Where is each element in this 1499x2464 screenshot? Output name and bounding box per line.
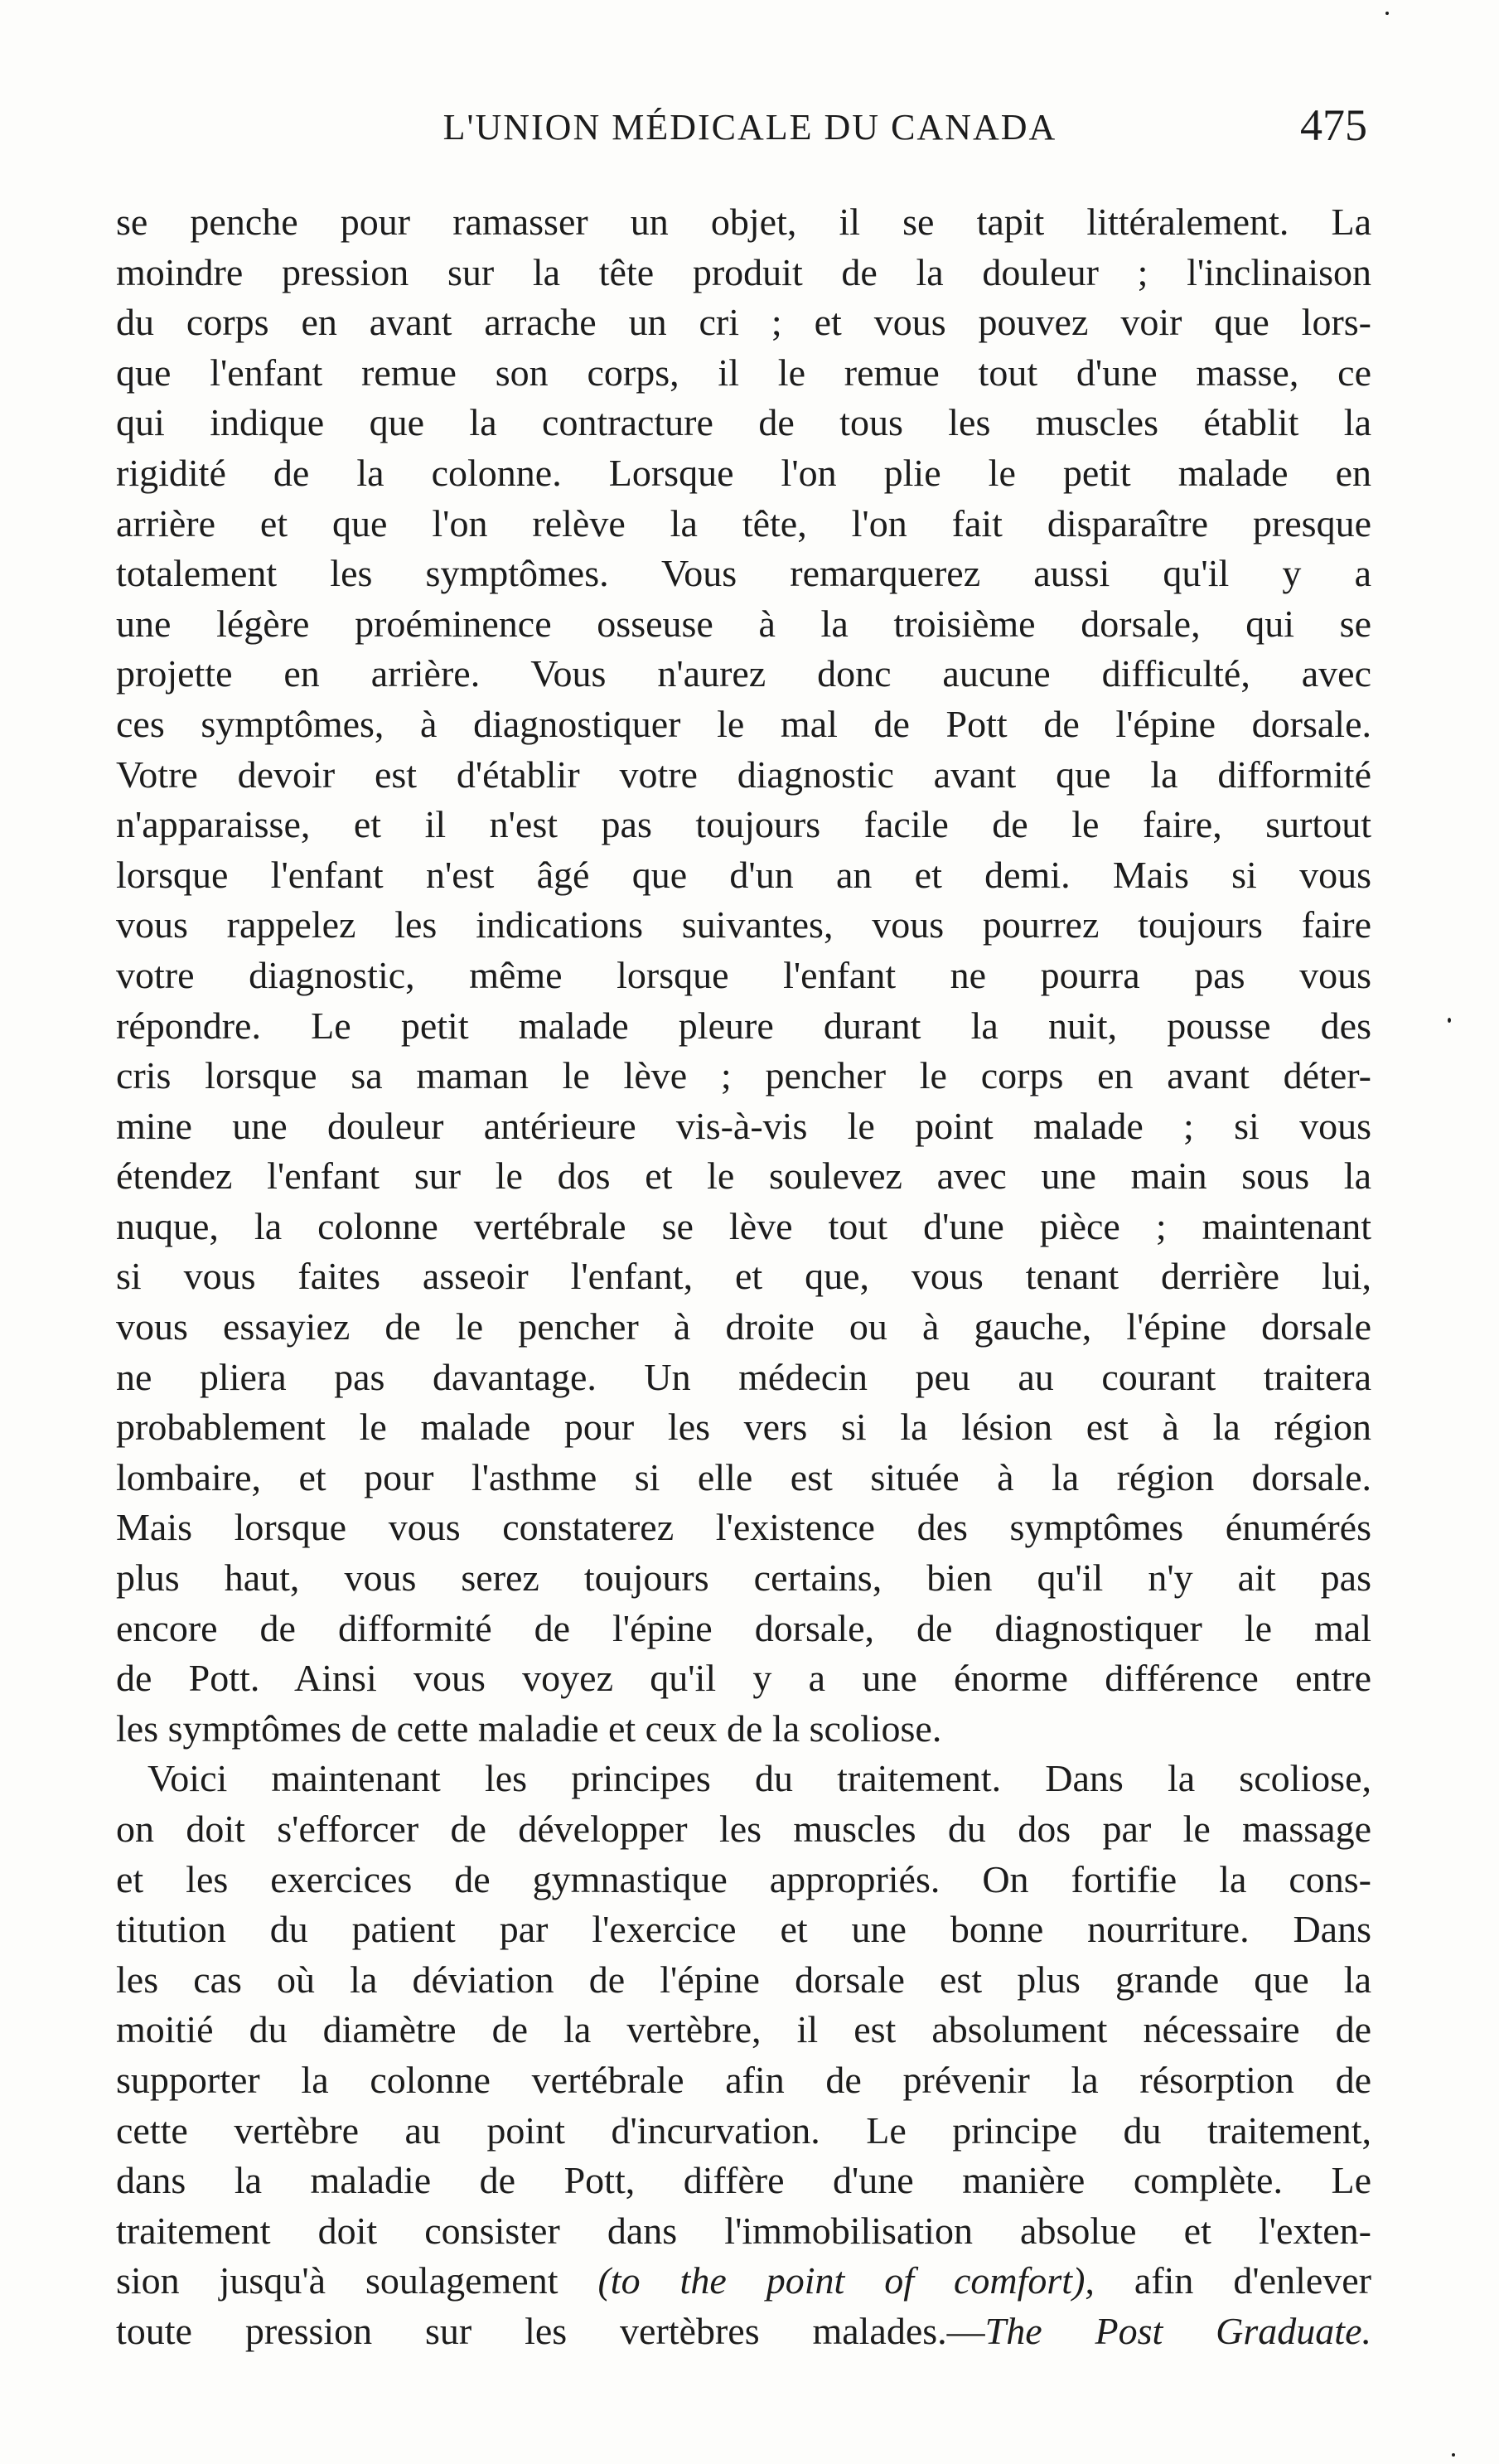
text-line: lombaire, et pour l'asthme si elle est située à la région dorsale. xyxy=(116,1455,1371,1498)
text-line: rigidité de la colonne. Lorsque l'on plie le petit malade en xyxy=(116,451,1371,494)
italic-phrase-line xyxy=(116,2256,1371,2307)
text-line: et les exercices de gymnastique appropriés. On fortifie la cons- xyxy=(116,1857,1371,1900)
closing-text: toute pression sur les vertèbres malades.— xyxy=(116,2309,985,2352)
text-line: votre diagnostic, même lorsque l'enfant ne pourra pas vous xyxy=(116,953,1371,996)
ink-speck xyxy=(1452,2453,1455,2457)
text-line: de Pott. Ainsi vous voyez qu'il y a une énorme différence entre xyxy=(116,1657,1371,1700)
text-line: une légère proéminence osseuse à la troisième dorsale, qui se xyxy=(116,602,1371,645)
text-line: encore de difformité de l'épine dorsale, de diagnostiquer le mal xyxy=(116,1606,1371,1649)
text-line: probablement le malade pour les vers si la lésion est à la région xyxy=(116,1406,1371,1449)
text-line: nuque, la colonne vertébrale se lève tout d'une pièce ; maintenant xyxy=(116,1204,1371,1247)
text-line: répondre. Le petit malade pleure durant la nuit, pousse des xyxy=(116,1004,1371,1047)
text-line: Votre devoir est d'établir votre diagnostic avant que la difformité xyxy=(116,753,1371,796)
ink-speck xyxy=(1385,12,1389,15)
text-line: lorsque l'enfant n'est âgé que d'un an et demi. Mais si vous xyxy=(116,853,1371,896)
paragraph-start-line: Voici maintenant les principes du traitement. Dans la scoliose, xyxy=(147,1757,1371,1800)
text-line: traitement doit consister dans l'immobilisation absolue et l'exten- xyxy=(116,2209,1371,2252)
source-citation: The Post Graduate. xyxy=(984,2309,1371,2352)
text-line: du corps en avant arrache un cri ; et vous pouvez voir que lors- xyxy=(116,301,1371,344)
ink-speck xyxy=(1448,1018,1451,1023)
text-line: ne pliera pas davantage. Un médecin peu au courant traitera xyxy=(116,1355,1371,1398)
page-number: 475 xyxy=(1300,100,1367,150)
closing-line xyxy=(116,2307,1371,2357)
text-line: qui indique que la contracture de tous les muscles établit la xyxy=(116,401,1371,444)
line-start: sion jusqu'à soulagement xyxy=(116,2259,598,2302)
text-line: étendez l'enfant sur le dos et le soulevez avec une main sous la xyxy=(116,1155,1371,1198)
running-title: L'UNION MÉDICALE DU CANADA xyxy=(442,107,1057,148)
text-line: arrière et que l'on relève la tête, l'on fait disparaître presque xyxy=(116,501,1371,545)
text-line: Mais lorsque vous constaterez l'existence des symptômes énumérés xyxy=(116,1506,1371,1549)
text-line: supporter la colonne vertébrale afin de prévenir la résorption de xyxy=(116,2058,1371,2101)
text-line: mine une douleur antérieure vis-à-vis le point malade ; si vous xyxy=(116,1104,1371,1147)
text-line: n'apparaisse, et il n'est pas toujours facile de le faire, surtout xyxy=(116,803,1371,846)
text-line: cris lorsque sa maman le lève ; pencher le corps en avant déter- xyxy=(116,1054,1371,1097)
text-line: vous rappelez les indications suivantes, vous pourrez toujours faire xyxy=(116,903,1371,946)
text-line: dans la maladie de Pott, diffère d'une manière complète. Le xyxy=(116,2159,1371,2202)
text-line: plus haut, vous serez toujours certains, bien qu'il n'y ait pas xyxy=(116,1556,1371,1600)
text-line: moindre pression sur la tête produit de la douleur ; l'inclinaison xyxy=(116,250,1371,293)
text-line: moitié du diamètre de la vertèbre, il est absolument nécessaire de xyxy=(116,2008,1371,2051)
text-line: les cas où la déviation de l'épine dorsale est plus grande que la xyxy=(116,1958,1371,2001)
text-line: on doit s'efforcer de développer les muscles du dos par le massage xyxy=(116,1808,1371,1850)
text-line: projette en arrière. Vous n'aurez donc aucune difficulté, avec xyxy=(116,652,1371,695)
text-line: que l'enfant remue son corps, il le remue tout d'une masse, ce xyxy=(116,351,1371,394)
line-end: afin d'enlever xyxy=(1094,2259,1371,2302)
text-line: vous essayiez de le pencher à droite ou à gauche, l'épine dorsale xyxy=(116,1305,1371,1348)
text-line: se penche pour ramasser un objet, il se tapit littéralement. La xyxy=(116,201,1371,243)
text-line: totalement les symptômes. Vous remarquerez aussi qu'il y a xyxy=(116,552,1371,595)
running-head xyxy=(133,99,1367,166)
paragraph-end-line: les symptômes de cette maladie et ceux de la scoliose. xyxy=(116,1706,942,1750)
body-text xyxy=(116,197,1371,2357)
text-line: titution du patient par l'exercice et une bonne nourriture. Dans xyxy=(116,1908,1371,1951)
text-line: si vous faites asseoir l'enfant, et que, vous tenant derrière lui, xyxy=(116,1255,1371,1298)
text-line: cette vertèbre au point d'incurvation. Le principe du traitement, xyxy=(116,2108,1371,2152)
text-line: ces symptômes, à diagnostiquer le mal de Pott de l'épine dorsale. xyxy=(116,702,1371,745)
italic-phrase: (to the point of comfort), xyxy=(597,2259,1095,2302)
